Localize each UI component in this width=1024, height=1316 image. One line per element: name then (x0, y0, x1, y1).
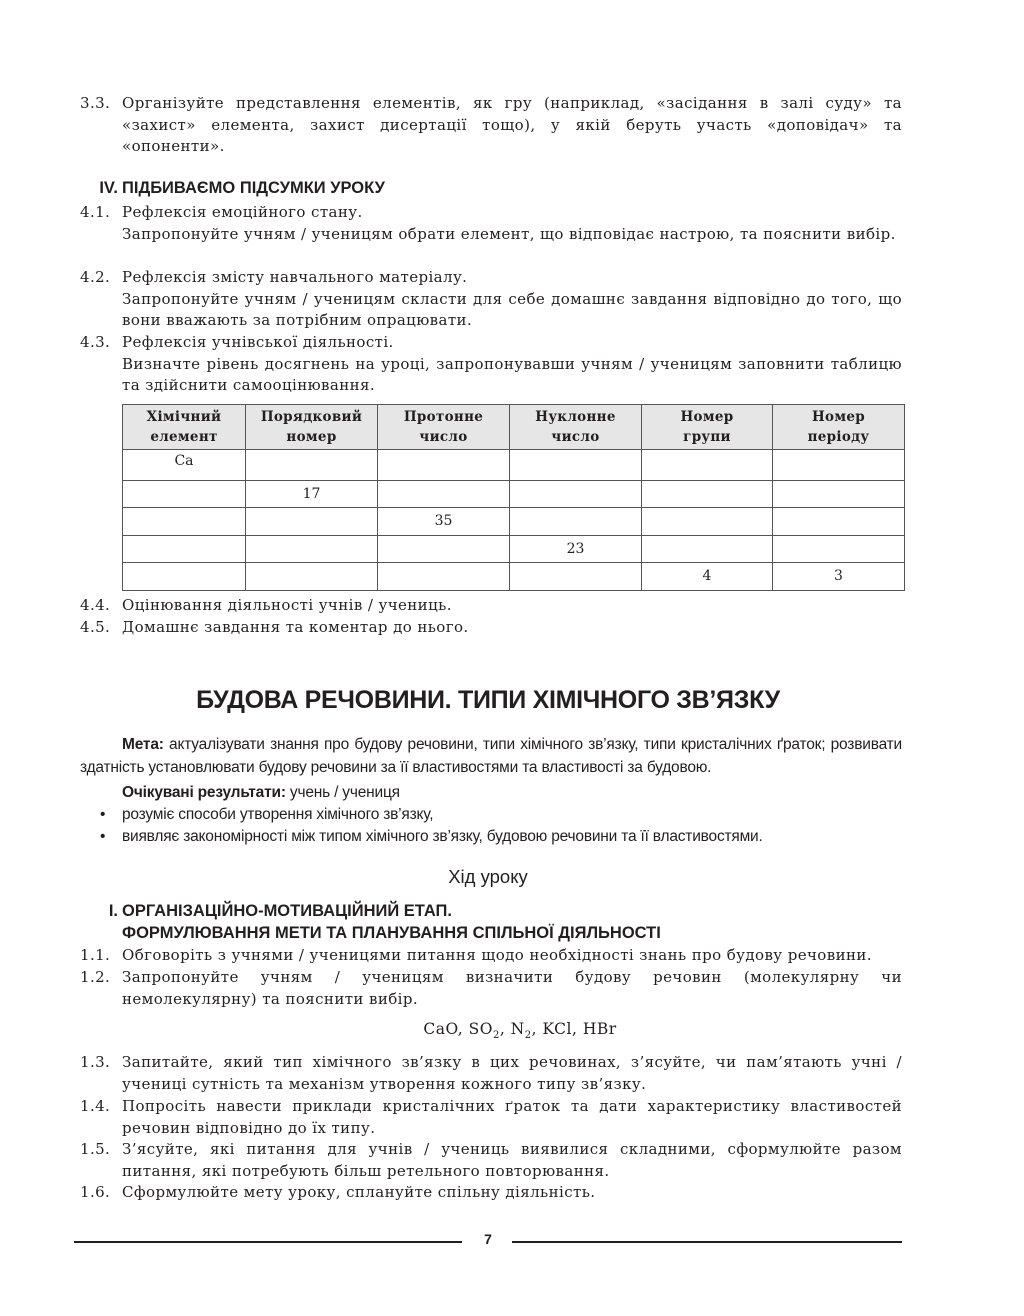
bullet-icon: • (100, 828, 106, 845)
lesson-title: БУДОВА РЕЧОВИНИ. ТИПИ ХІМІЧНОГО ЗВ’ЯЗКУ (196, 686, 780, 714)
item-text: Рефлексія змісту навчального матеріалу. (122, 268, 468, 286)
item-text: Попросіть навести приклади кристалічних ґраток та дати характеристику властивостей речовин відповідно до їх типу. (122, 1097, 902, 1137)
item-text: Оцінювання діяльності учнів / учениць. (122, 596, 452, 614)
table-row (123, 508, 905, 536)
item-text: Організуйте представлення елементів, як гру (наприклад, «засідання в залі суду» та «захист» елемента, захист дисертації тощо), у якій беруть участь «доповідач» та «опоненти». (122, 94, 902, 156)
table-cell (510, 480, 642, 508)
table-cell: 3 (773, 563, 905, 591)
table-row (123, 563, 905, 591)
section-title: ПІДБИВАЄМО ПІДСУМКИ УРОКУ (122, 179, 385, 197)
table-header-cell: Хімічний елемент (123, 405, 246, 450)
item-text: Рефлексія емоційного стану. (122, 203, 363, 221)
table-cell (246, 535, 378, 563)
table-cell: Ca (123, 450, 246, 481)
item-number: 4.5. (80, 618, 111, 636)
table-header-row (123, 405, 905, 450)
item-number: 4.4. (80, 596, 111, 614)
table-header-cell: Порядковий номер (246, 405, 378, 450)
table-cell (642, 508, 773, 536)
bullet-text: розуміє способи утворення хімічного зв’язку, (122, 806, 434, 823)
table-cell (123, 535, 246, 563)
table-cell (246, 508, 378, 536)
table-cell (123, 563, 246, 591)
list-item (80, 1052, 902, 1095)
section-number: I. (108, 902, 118, 920)
goal-text: актуалізувати знання про будову речовини, типи хімічного зв’язку, типи кристалічних ґраток; розвивати здатність установлювати будову речовини за її властивостями та властивості за будовою. (80, 736, 903, 776)
table-header-cell: Нуклонне число (510, 405, 642, 450)
section-heading-i (80, 900, 452, 922)
table-cell (773, 480, 905, 508)
footer-rule-left (74, 1241, 462, 1243)
list-item (80, 967, 902, 1010)
section-heading-i-line2 (80, 922, 661, 944)
table-cell (642, 480, 773, 508)
course-title: Хід уроку (448, 866, 528, 887)
table-row (123, 480, 905, 508)
item-number: 1.1. (80, 946, 111, 964)
item-number: 1.4. (80, 1097, 111, 1115)
table-cell (642, 450, 773, 481)
item-text: Рефлексія учнівської діяльності. (122, 333, 394, 351)
list-item (80, 267, 902, 332)
table-cell: 4 (642, 563, 773, 591)
footer-rule-right (512, 1241, 902, 1243)
item-number: 1.6. (80, 1183, 111, 1201)
table-cell (510, 450, 642, 481)
list-item (80, 1096, 902, 1139)
section-title-line2: ФОРМУЛЮВАННЯ МЕТИ ТА ПЛАНУВАННЯ СПІЛЬНОЇ ДІЯЛЬНОСТІ (122, 924, 661, 942)
table-row (123, 450, 905, 481)
item-number: 1.3. (80, 1053, 111, 1071)
table-cell (510, 563, 642, 591)
item-text: Запропонуйте учням / ученицям обрати елемент, що відповідає настрою, та пояснити вибір. (122, 224, 896, 243)
table-cell (510, 508, 642, 536)
table-cell (773, 450, 905, 481)
table-cell (378, 535, 510, 563)
table-cell (123, 508, 246, 536)
table-cell: 23 (510, 535, 642, 563)
table-cell (123, 480, 246, 508)
item-number: 3.3. (80, 94, 111, 112)
results-text: учень / учениця (289, 784, 400, 801)
list-item (80, 1182, 902, 1204)
table-cell (246, 563, 378, 591)
item-text: Запропонуйте учням / ученицям скласти для себе домашнє завдання відповідно до того, що вони вважають за потрібним опрацювати. (122, 289, 902, 330)
formula-line: CaO, $SO_2$, $N_2$, KCl, HBr (423, 1020, 617, 1042)
item-number: 1.5. (80, 1140, 111, 1158)
table-cell (773, 535, 905, 563)
table-cell (378, 450, 510, 481)
item-number: 1.2. (80, 968, 111, 986)
table-header-cell: Номер групи (642, 405, 773, 450)
item-number: 4.2. (80, 268, 111, 286)
bullet-text: виявляє закономірності між типом хімічного зв’язку, будовою речовини та її властивостями. (122, 828, 763, 845)
item-text: Визначте рівень досягнень на уроці, запропонувавши учням / ученицям заповнити таблицю та здійснити самооцінювання. (122, 354, 902, 395)
item-text: Домашнє завдання та коментар до нього. (122, 618, 469, 636)
item-text: Запропонуйте учням / ученицям визначити будову речовин (молекулярну чи немолекулярну) та пояснити вибір. (122, 968, 902, 1008)
table-header-cell: Номер періоду (773, 405, 905, 450)
table-cell: 35 (378, 508, 510, 536)
item-text: Запитайте, який тип хімічного зв’язку в цих речовинах, з’ясуйте, чи пам’ятають учні / учениці сутність та механізм утворення кожного типу зв’язку. (122, 1053, 902, 1093)
table-cell (246, 450, 378, 481)
table-cell (378, 480, 510, 508)
table-cell (642, 535, 773, 563)
section-heading-iv (80, 177, 385, 199)
table-cell: 17 (246, 480, 378, 508)
table-cell (378, 563, 510, 591)
section-number: IV. (99, 179, 118, 197)
list-item (80, 332, 902, 397)
results-label: Очікувані результати: (122, 784, 286, 801)
item-text: З’ясуйте, які питання для учнів / учениць виявилися складними, сформулюйте разом питання, які потребують більш ретельного повторювання. (122, 1140, 902, 1180)
item-number: 4.3. (80, 333, 111, 351)
section-title-line1: ОРГАНІЗАЦІЙНО-МОТИВАЦІЙНИЙ ЕТАП. (122, 902, 452, 920)
self-assessment-table (122, 404, 905, 591)
list-item (80, 93, 902, 158)
page-number: 7 (484, 1231, 492, 1247)
list-item (80, 617, 902, 639)
table-row (123, 535, 905, 563)
table-cell (773, 508, 905, 536)
bullet-icon: • (100, 806, 106, 823)
list-item (80, 945, 902, 967)
item-text: Обговоріть з учнями / ученицями питання щодо необхідності знань про будову речовини. (122, 946, 872, 964)
lesson-goal (80, 733, 902, 779)
list-item (80, 202, 902, 245)
list-item (100, 826, 763, 848)
item-text: Сформулюйте мету уроку, сплануйте спільну діяльність. (122, 1183, 596, 1201)
list-item (80, 1139, 902, 1182)
list-item (80, 595, 902, 617)
goal-label: Мета: (122, 736, 164, 753)
table-header-cell: Протонне число (378, 405, 510, 450)
expected-results (122, 781, 902, 804)
list-item (100, 804, 433, 826)
item-number: 4.1. (80, 203, 111, 221)
